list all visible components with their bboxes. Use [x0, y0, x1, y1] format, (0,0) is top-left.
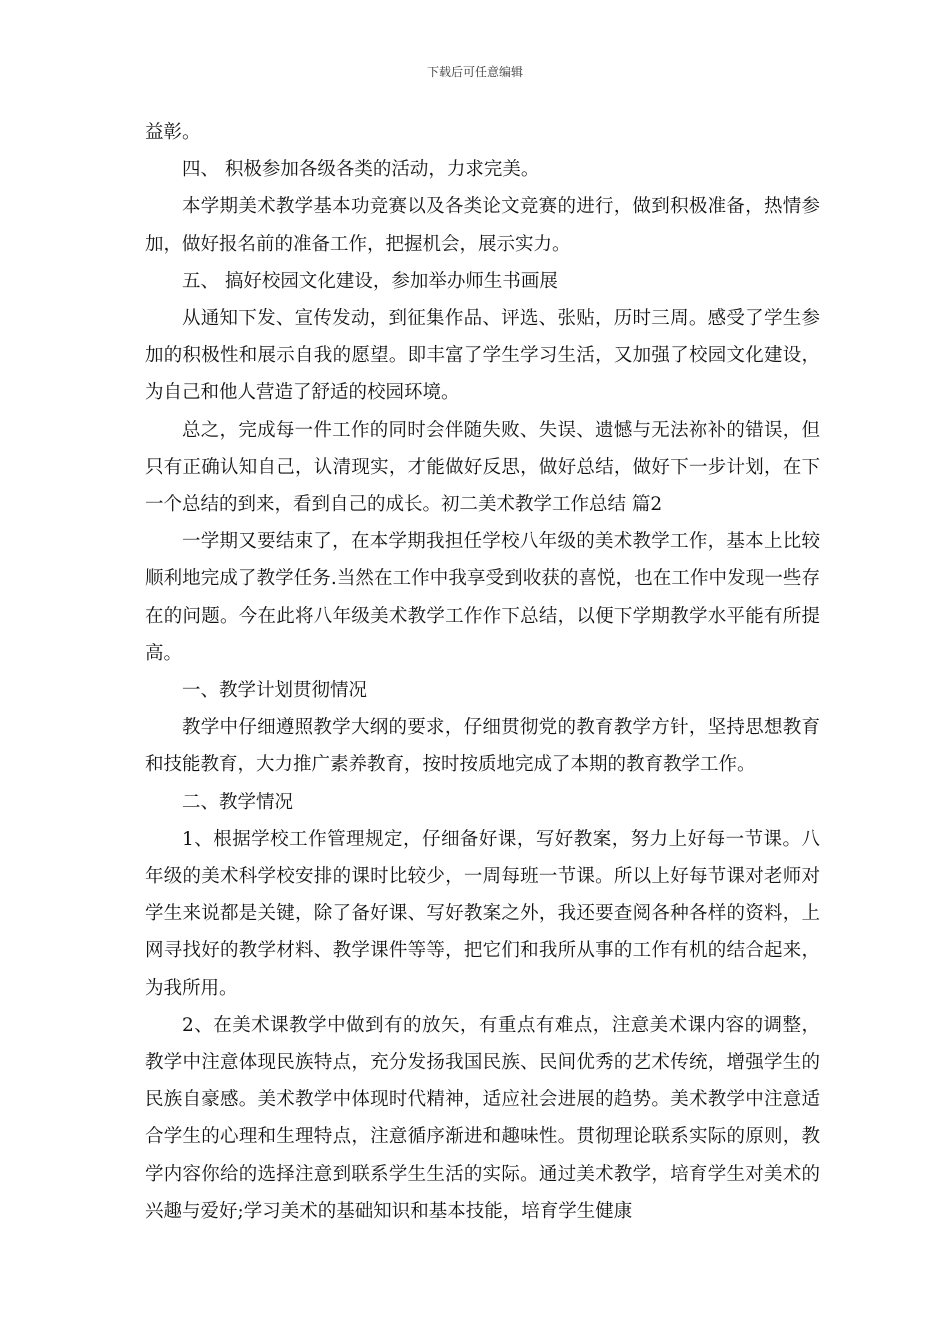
section-heading-four: 四、 积极参加各级各类的活动，力求完美。 — [182, 159, 540, 181]
section-heading-two: 二、教学情况 — [182, 791, 294, 813]
paragraph: 一学期又要结束了，在本学期我担任学校八年级的美术教学工作，基本上比较顺利地完成了教学任务.当然在工作中我享受到收获的喜悦，也在工作中发现一些存在的问题。今在此将八年级美术教学工作作下总结，以便下学期教学水平能有所提高。 — [145, 531, 820, 664]
paragraph-continuation: 益彰。 — [145, 122, 201, 143]
paragraph: 教学中仔细遵照教学大纲的要求，仔细贯彻党的教育教学方针，坚持思想教育和技能教育，大力推广素养教育，按时按质地完成了本期的教育教学工作。 — [145, 717, 820, 776]
paragraph: 2、在美术课教学中做到有的放矢，有重点有难点，注意美术课内容的调整，教学中注意体现民族特点，充分发扬我国民族、民间优秀的艺术传统，增强学生的民族自豪感。美术教学中体现时代精神，适应社会进展的趋势。美术教学中注意适合学生的心理和生理特点，注意循序渐进和趣味性。贯彻理论联系实际的原则，教学内容你给的选择注意到联系学生生活的实际。通过美术教学，培育学生对美术的兴趣与爱好;学习美术的基础知识和基本技能，培育学生健康 — [145, 1014, 820, 1222]
page-header: 下载后可任意编辑 — [426, 65, 523, 79]
paragraph: 从通知下发、宣传发动，到征集作品、评选、张贴，历时三周。感受了学生参加的积极性和展示自我的愿望。即丰富了学生学习生活，又加强了校园文化建设，为自己和他人营造了舒适的校园环境。 — [145, 308, 820, 404]
paragraph: 本学期美术教学基本功竞赛以及各类论文竞赛的进行，做到积极准备，热情参加，做好报名前的准备工作，把握机会，展示实力。 — [145, 196, 820, 255]
paragraph-summary: 总之，完成每一件工作的同时会伴随失败、失误、遗憾与无法祢补的错误，但只有正确认知自己，认清现实，才能做好反思，做好总结，做好下一步计划，在下一个总结的到来，看到自己的成长。初二美术教学工作总结 篇2 — [145, 419, 820, 516]
paragraph: 1、根据学校工作管理规定，仔细备好课，写好教案，努力上好每一节课。八年级的美术科学校安排的课时比较少，一周每班一节课。所以上好每节课对老师对学生来说都是关键，除了备好课、写好教案之外，我还要查阅各种各样的资料，上网寻找好的教学材料、教学课件等等，把它们和我所从事的工作有机的结合起来，为我所用。 — [145, 828, 820, 999]
section-heading-one: 一、教学计划贯彻情况 — [182, 680, 368, 702]
section-heading-five: 五、 搞好校园文化建设，参加举办师生书画展 — [182, 270, 558, 292]
document-body — [145, 114, 820, 1230]
